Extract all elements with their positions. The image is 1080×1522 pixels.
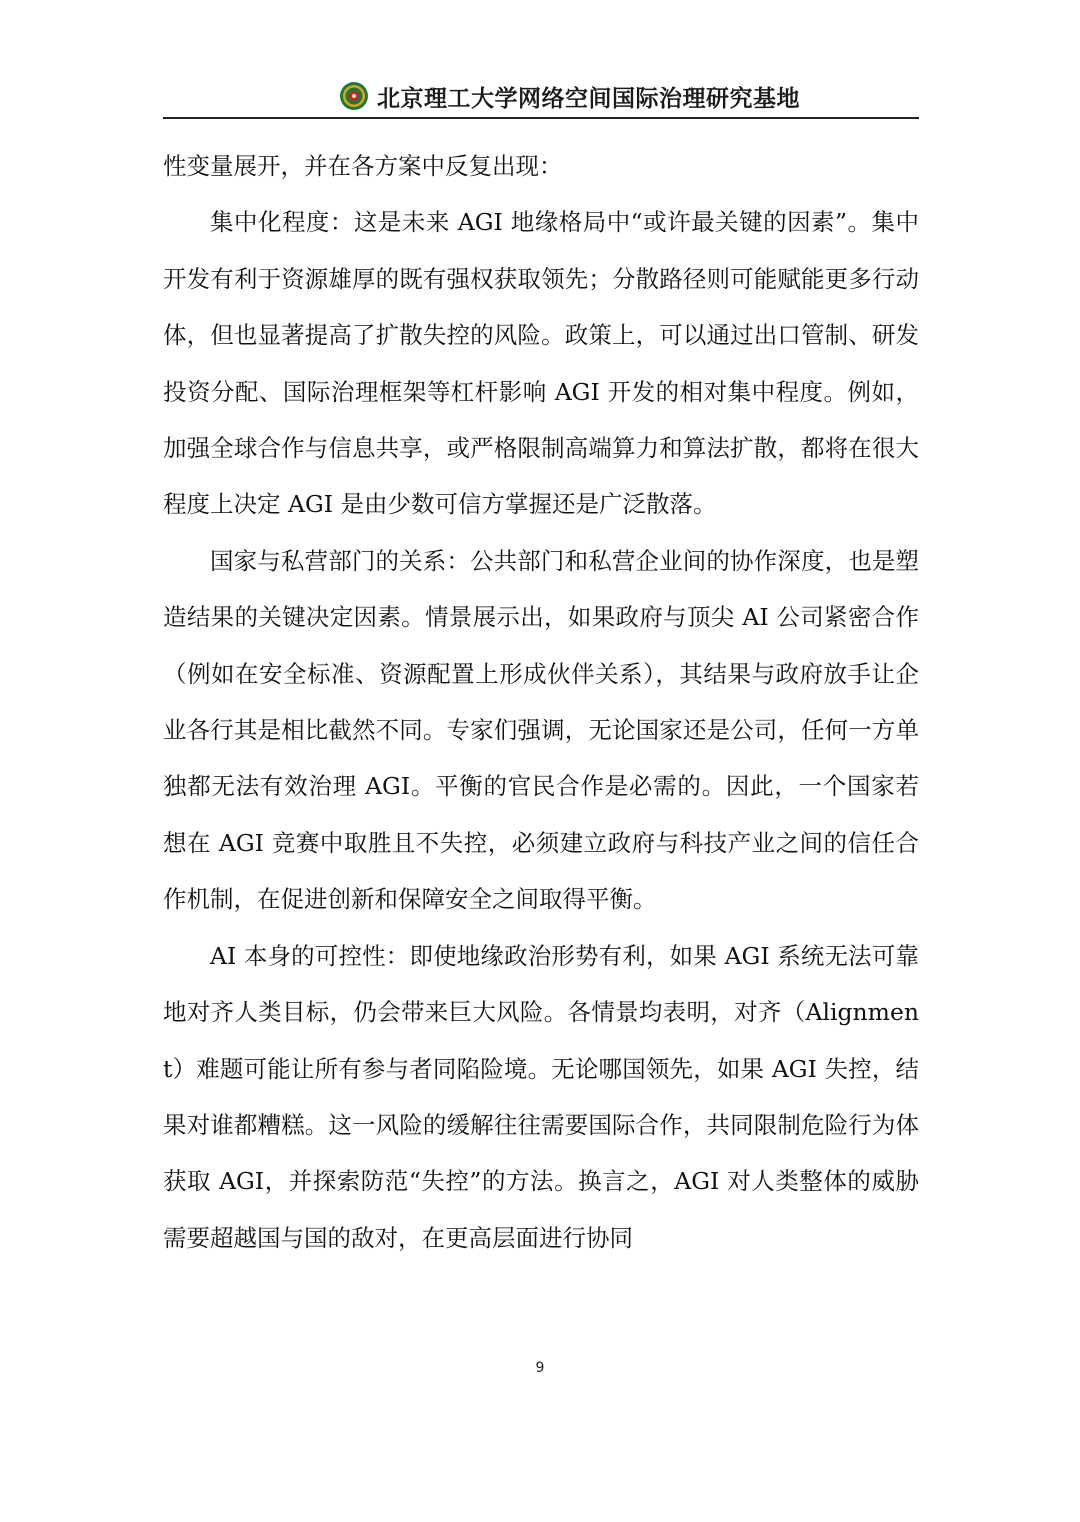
paragraph-continuation: 性变量展开，并在各方案中反复出现： bbox=[163, 152, 563, 180]
document-body bbox=[163, 138, 919, 1266]
header-divider bbox=[163, 117, 919, 119]
page-number: 9 bbox=[535, 1360, 545, 1376]
paragraph-ai-controllability: AI 本身的可控性：即使地缘政治形势有利，如果 AGI 系统无法可靠地对齐人类目标，仍会带来巨大风险。各情景均表明，对齐（Alignment）难题可能让所有参与者同陷险境。无论哪国领先，如果 AGI 失控，结果对谁都糟糕。这一风险的缓解往往需要国际合作，共同限制危险行为体获取 AGI，并探索防范“失控”的方法。换言之，AGI 对人类整体的威胁需要超越国与国的敌对，在更高层面进行协同 bbox=[163, 941, 919, 1252]
university-seal-icon bbox=[339, 81, 369, 111]
page-header bbox=[163, 72, 919, 116]
paragraph-state-private-relations: 国家与私营部门的关系：公共部门和私营企业间的协作深度，也是塑造结果的关键决定因素。情景展示出，如果政府与顶尖 AI 公司紧密合作（例如在安全标准、资源配置上形成伙伴关系），其结果与政府放手让企业各行其是相比截然不同。专家们强调，无论国家还是公司，任何一方单独都无法有效治理 AGI。平衡的官民合作是必需的。因此，一个国家若想在 AGI 竞赛中取胜且不失控，必须建立政府与科技产业之间的信任合作机制，在促进创新和保障安全之间取得平衡。 bbox=[163, 546, 919, 914]
header-brand bbox=[339, 76, 800, 116]
paragraph-centralization: 集中化程度：这是未来 AGI 地缘格局中“或许最关键的因素”。集中开发有利于资源雄厚的既有强权获取领先；分散路径则可能赋能更多行动体，但也显著提高了扩散失控的风险。政策上，可以通过出口管制、研发投资分配、国际治理框架等杠杆影响 AGI 开发的相对集中程度。例如，加强全球合作与信息共享，或严格限制高端算力和算法扩散，都将在很大程度上决定 AGI 是由少数可信方掌握还是广泛散落。 bbox=[163, 208, 919, 519]
header-institution-title: 北京理工大学网络空间国际治理研究基地 bbox=[377, 85, 800, 112]
